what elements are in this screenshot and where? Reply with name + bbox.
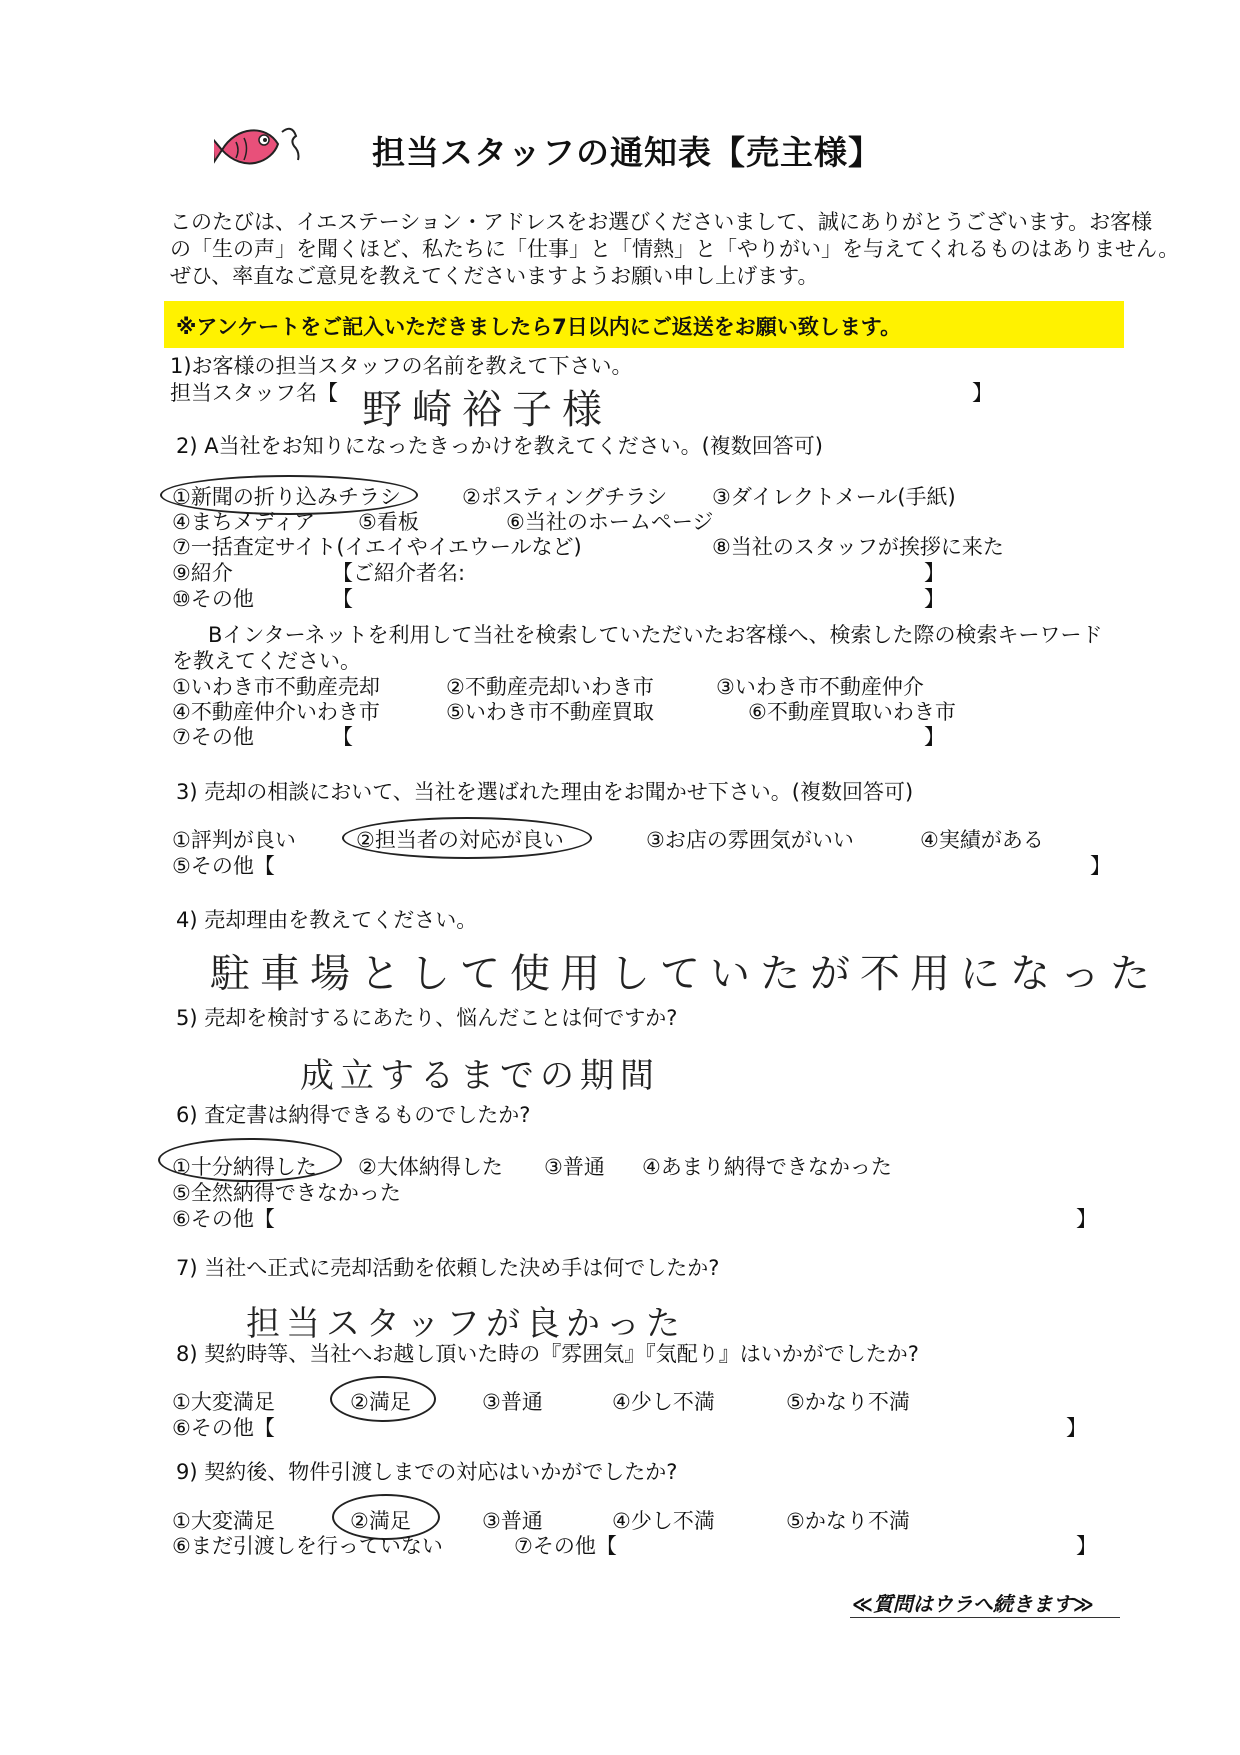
- q2b-option-3[interactable]: ③いわき市不動産仲介: [716, 675, 924, 699]
- q2b-other-open: 【: [332, 725, 353, 749]
- q9-option-6[interactable]: ⑥まだ引渡しを行っていない: [172, 1534, 443, 1558]
- q8-question: 8) 契約時等、当社へお越し頂いた時の『雰囲気』『気配り』はいかがでしたか?: [176, 1342, 919, 1366]
- q9-option-7[interactable]: ⑦その他【: [514, 1534, 617, 1558]
- q2b-option-7[interactable]: ⑦その他: [172, 725, 254, 749]
- q7-question: 7) 当社へ正式に売却活動を依頼した決め手は何でしたか?: [176, 1256, 720, 1280]
- q9-option-4[interactable]: ④少し不満: [612, 1509, 715, 1533]
- q3-question: 3) 売却の相談において、当社を選ばれた理由をお聞かせ下さい。(複数回答可): [176, 780, 914, 804]
- q3-other-close: 】: [1090, 854, 1111, 878]
- q9-question: 9) 契約後、物件引渡しまでの対応はいかがでしたか?: [176, 1460, 678, 1484]
- q2a-option-6[interactable]: ⑥当社のホームページ: [506, 510, 714, 534]
- q3-option-5[interactable]: ⑤その他【: [172, 854, 275, 878]
- q2a-option-3[interactable]: ③ダイレクトメール(手紙): [712, 485, 956, 509]
- continued-underline: [850, 1617, 1120, 1618]
- intro-line-1: このたびは、イエステーション・アドレスをお選びくださいまして、誠にありがとうございます。お客様: [170, 210, 1153, 234]
- page-title: 担当スタッフの通知表【売主様】: [372, 133, 882, 172]
- notice-text: ※アンケートをご記入いただきましたら7日以内にご返送をお願い致します。: [176, 315, 902, 339]
- q8-other-close: 】: [1066, 1416, 1087, 1440]
- q6-option-1-circle: [158, 1138, 342, 1182]
- q8-option-2-circle: [330, 1376, 436, 1422]
- q3-option-2[interactable]: ②担当者の対応が良い: [356, 828, 564, 852]
- q2a-option-8[interactable]: ⑧当社のスタッフが挨拶に来た: [712, 535, 1004, 559]
- q9-option-5[interactable]: ⑤かなり不満: [786, 1509, 910, 1533]
- q8-option-6[interactable]: ⑥その他【: [172, 1416, 275, 1440]
- q2b-question-line-1: Bインターネットを利用して当社を検索していただいたお客様へ、検索した際の検索キーワード: [208, 623, 1103, 647]
- q1-answer: 野崎裕子様: [362, 387, 612, 433]
- q3-option-4[interactable]: ④実績がある: [920, 828, 1044, 852]
- q1-question: 1)お客様の担当スタッフの名前を教えて下さい。: [170, 354, 633, 378]
- q2a-other-open: 【: [332, 587, 353, 611]
- q2a-option-9[interactable]: ⑨紹介: [172, 561, 233, 585]
- q3-option-1[interactable]: ①評判が良い: [172, 828, 296, 852]
- q2a-option-2[interactable]: ②ポスティングチラシ: [462, 485, 668, 509]
- q8-option-5[interactable]: ⑤かなり不満: [786, 1390, 910, 1414]
- q6-option-1[interactable]: ①十分納得した: [172, 1155, 317, 1179]
- q6-other-close: 】: [1076, 1207, 1097, 1231]
- q6-option-3[interactable]: ③普通: [544, 1155, 605, 1179]
- notice-banner: [164, 301, 1124, 348]
- q3-option-3[interactable]: ③お店の雰囲気がいい: [646, 828, 854, 852]
- q1-label: 担当スタッフ名【: [170, 381, 338, 405]
- q2b-option-6[interactable]: ⑥不動産買取いわき市: [748, 700, 956, 724]
- q4-answer: 駐車場として使用していたが不用になった: [210, 951, 1160, 997]
- q2a-referrer-close: 】: [924, 561, 945, 585]
- q2b-option-2[interactable]: ②不動産売却いわき市: [446, 675, 654, 699]
- q6-option-6[interactable]: ⑥その他【: [172, 1207, 275, 1231]
- q8-option-3[interactable]: ③普通: [482, 1390, 543, 1414]
- q3-option-2-circle: [342, 817, 592, 859]
- q2b-question-line-2: を教えてください。: [172, 649, 361, 673]
- q2a-other-close: 】: [924, 587, 945, 611]
- q9-option-2[interactable]: ②満足: [350, 1509, 411, 1533]
- q5-answer: 成立するまでの期間: [300, 1056, 660, 1096]
- q6-option-4[interactable]: ④あまり納得できなかった: [642, 1155, 892, 1179]
- fish-mascot-icon: [214, 118, 304, 180]
- intro-line-2: の「生の声」を聞くほど、私たちに「仕事」と「情熱」と「やりがい」を与えてくれるものはありません。: [170, 237, 1180, 261]
- q6-question: 6) 査定書は納得できるものでしたか?: [176, 1103, 531, 1127]
- q2a-option-10[interactable]: ⑩その他: [172, 587, 254, 611]
- q2b-option-4[interactable]: ④不動産仲介いわき市: [172, 700, 380, 724]
- q4-question: 4) 売却理由を教えてください。: [176, 908, 478, 932]
- q2b-option-1[interactable]: ①いわき市不動産売却: [172, 675, 380, 699]
- q2a-option-4[interactable]: ④まちメディア: [172, 510, 316, 534]
- intro-line-3: ぜひ、率直なご意見を教えてくださいますようお願い申し上げます。: [170, 264, 819, 288]
- q2a-option-1[interactable]: ①新聞の折り込みチラシ: [172, 485, 401, 509]
- q8-option-4[interactable]: ④少し不満: [612, 1390, 715, 1414]
- q2a-option-7[interactable]: ⑦一括査定サイト(イエイやイエウールなど): [172, 535, 582, 559]
- q7-answer: 担当スタッフが良かった: [246, 1304, 686, 1344]
- q9-option-3[interactable]: ③普通: [482, 1509, 543, 1533]
- q9-other-close: 】: [1076, 1534, 1097, 1558]
- q2b-option-5[interactable]: ⑤いわき市不動産買取: [446, 700, 654, 724]
- q2a-question: 2) A当社をお知りになったきっかけを教えてください。(複数回答可): [176, 434, 823, 458]
- q2a-referrer-label: 【ご紹介者名:: [332, 561, 466, 585]
- continued-note: ≪質問はウラへ続きます≫: [852, 1592, 1094, 1616]
- q2a-option-5[interactable]: ⑤看板: [358, 510, 419, 534]
- q9-option-1[interactable]: ①大変満足: [172, 1509, 275, 1533]
- q2b-other-close: 】: [924, 725, 945, 749]
- q5-question: 5) 売却を検討するにあたり、悩んだことは何ですか?: [176, 1006, 678, 1030]
- q8-option-1[interactable]: ①大変満足: [172, 1390, 275, 1414]
- q6-option-2[interactable]: ②大体納得した: [358, 1155, 503, 1179]
- q8-option-2[interactable]: ②満足: [350, 1390, 411, 1414]
- q1-close: 】: [972, 381, 993, 405]
- q6-option-5[interactable]: ⑤全然納得できなかった: [172, 1181, 401, 1205]
